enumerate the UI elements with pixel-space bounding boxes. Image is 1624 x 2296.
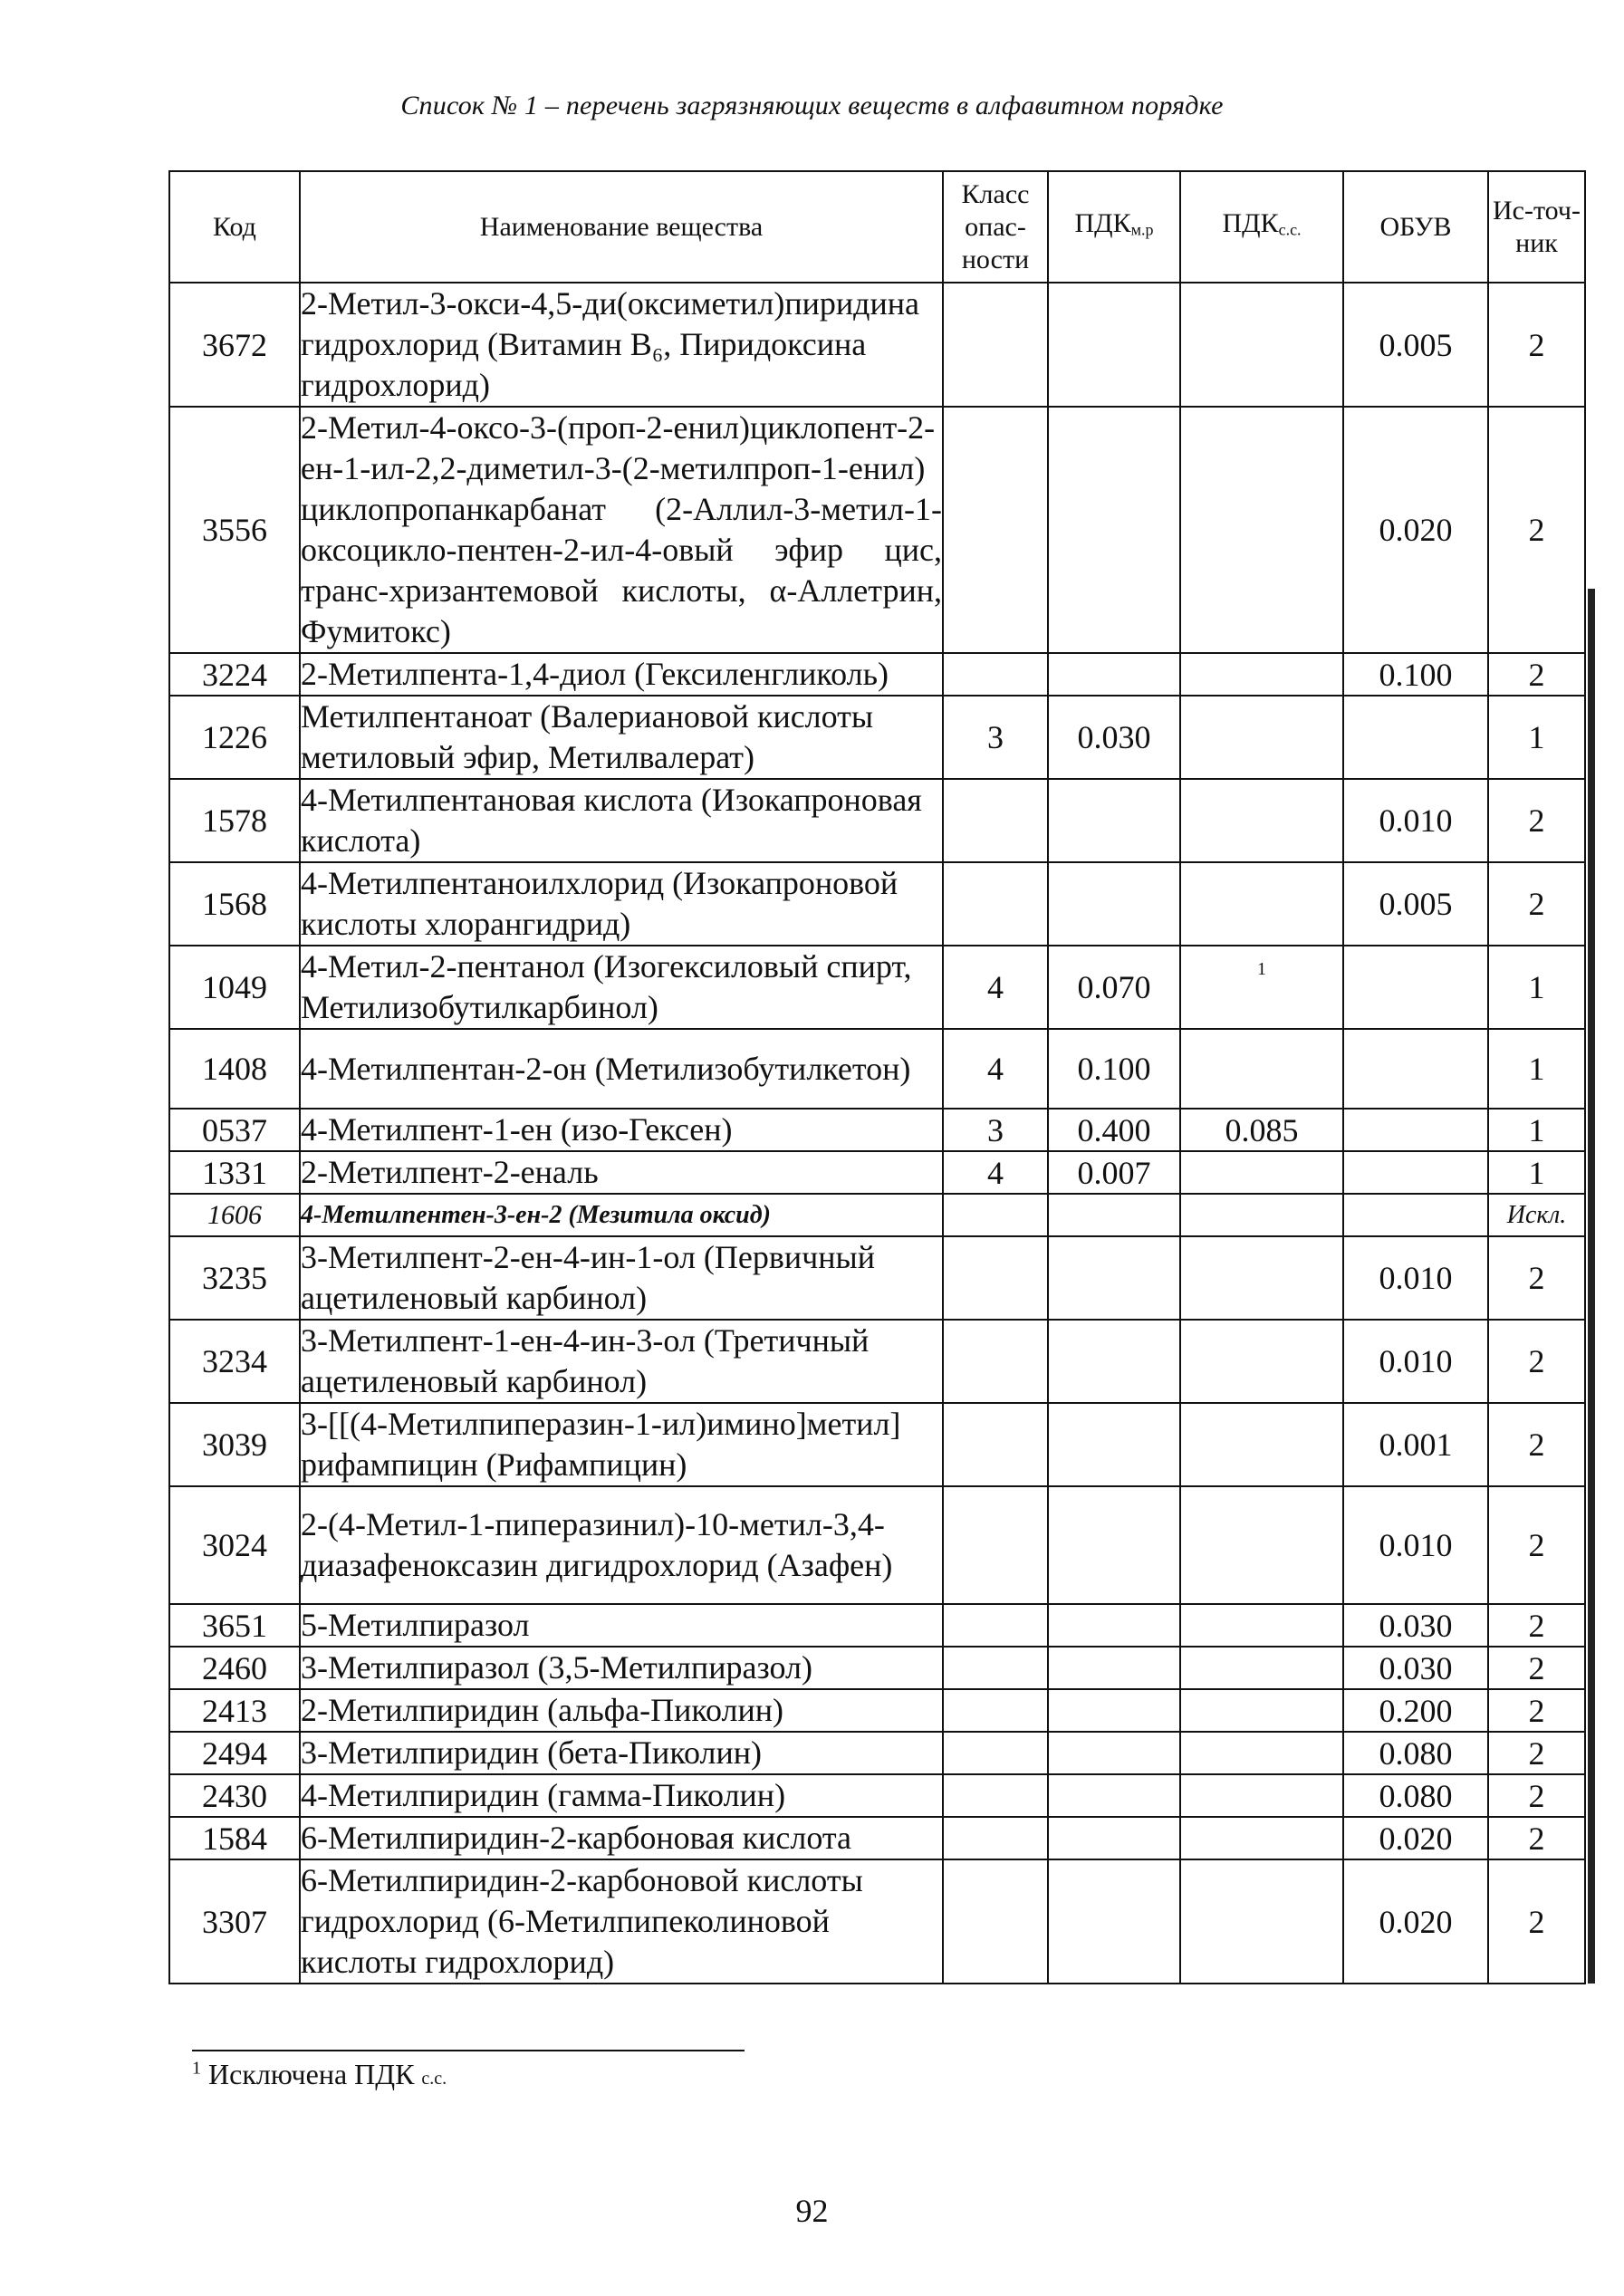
- table-row: [169, 283, 1585, 407]
- row-pdk-ss: [1180, 1151, 1343, 1194]
- row-hazard-class: [943, 1689, 1048, 1732]
- row-source: 2: [1488, 1689, 1585, 1732]
- row-pdk-mr: [1048, 862, 1180, 946]
- page-number: 92: [795, 2193, 829, 2229]
- row-code: 1584: [169, 1817, 300, 1859]
- row-obuv: 0.030: [1343, 1604, 1488, 1647]
- row-pdk-ss: [1180, 1647, 1343, 1689]
- row-source: 1: [1488, 946, 1585, 1029]
- row-obuv: [1343, 1194, 1488, 1236]
- row-source: Искл.: [1488, 1194, 1585, 1236]
- row-name: 2-Метилпент-2-еналь: [300, 1151, 943, 1194]
- row-pdk-mr: [1048, 1774, 1180, 1817]
- header-obuv: ОБУВ: [1343, 171, 1488, 283]
- row-hazard-class: [943, 1486, 1048, 1604]
- scan-edge-shadow: [1588, 589, 1595, 1984]
- row-obuv: 0.020: [1343, 1817, 1488, 1859]
- row-source: 1: [1488, 1029, 1585, 1109]
- row-obuv: 0.020: [1343, 407, 1488, 653]
- table-row: [169, 1817, 1585, 1859]
- row-hazard-class: [943, 1194, 1048, 1236]
- row-code: 1226: [169, 696, 300, 779]
- row-source: 2: [1488, 862, 1585, 946]
- row-hazard-class: [943, 1732, 1048, 1774]
- row-name: 6-Метилпиридин-2-карбоновая кислота: [300, 1817, 943, 1859]
- row-code: 0537: [169, 1109, 300, 1151]
- footnote-text: Исключена ПДК: [208, 2058, 415, 2090]
- table-header-row: [169, 171, 1585, 283]
- row-pdk-mr: [1048, 283, 1180, 407]
- row-name: 4-Метилпиридин (гамма-Пиколин): [300, 1774, 943, 1817]
- row-name: 4-Метилпент-1-ен (изо-Гексен): [300, 1109, 943, 1151]
- row-hazard-class: [943, 1236, 1048, 1320]
- row-code: 3234: [169, 1320, 300, 1403]
- row-code: 3672: [169, 283, 300, 407]
- table-row: [169, 1403, 1585, 1486]
- row-pdk-mr: 0.030: [1048, 696, 1180, 779]
- row-source: 2: [1488, 1647, 1585, 1689]
- row-obuv: 0.001: [1343, 1403, 1488, 1486]
- row-hazard-class: [943, 862, 1048, 946]
- row-pdk-mr: [1048, 1320, 1180, 1403]
- row-source: 2: [1488, 1236, 1585, 1320]
- row-pdk-mr: 0.100: [1048, 1029, 1180, 1109]
- row-obuv: [1343, 696, 1488, 779]
- row-name: 3-Метилпент-2-ен-4-ин-1-ол (Первичный ацетиленовый карбинол): [300, 1236, 943, 1320]
- row-code: 3224: [169, 653, 300, 696]
- row-name: 6-Метилпиридин-2-карбоновой кислоты гидрохлорид (6-Метилпипеколиновой кислоты гидрохлорид): [300, 1859, 943, 1984]
- row-name: Метилпентаноат (Валериановой кислоты метиловый эфир, Метилвалерат): [300, 696, 943, 779]
- row-pdk-mr: [1048, 1817, 1180, 1859]
- row-hazard-class: [943, 407, 1048, 653]
- row-pdk-ss: [1180, 1774, 1343, 1817]
- row-pdk-mr: [1048, 1732, 1180, 1774]
- row-hazard-class: [943, 1859, 1048, 1984]
- row-pdk-mr: [1048, 1486, 1180, 1604]
- row-source: 1: [1488, 1109, 1585, 1151]
- row-hazard-class: 4: [943, 1151, 1048, 1194]
- row-pdk-ss: [1180, 1403, 1343, 1486]
- row-source: 2: [1488, 1774, 1585, 1817]
- row-obuv: 0.010: [1343, 1320, 1488, 1403]
- row-name: 3-Метилпиразол (3,5-Метилпиразол): [300, 1647, 943, 1689]
- row-hazard-class: 4: [943, 1029, 1048, 1109]
- row-hazard-class: [943, 1320, 1048, 1403]
- row-obuv: [1343, 1151, 1488, 1194]
- row-name: 4-Метилпентаноилхлорид (Изокапроновой кислоты хлорангидрид): [300, 862, 943, 946]
- row-pdk-mr: [1048, 1194, 1180, 1236]
- row-source: 2: [1488, 1320, 1585, 1403]
- row-name: 2-Метил-3-окси-4,5-ди(оксиметил)пиридина гидрохлорид (Витамин B₆, Пиридоксина гидрохлорид): [300, 283, 943, 407]
- table-row: [169, 653, 1585, 696]
- row-hazard-class: 3: [943, 696, 1048, 779]
- row-code: 2430: [169, 1774, 300, 1817]
- table-row: [169, 1151, 1585, 1194]
- row-code: 3024: [169, 1486, 300, 1604]
- row-obuv: 0.080: [1343, 1774, 1488, 1817]
- row-obuv: [1343, 946, 1488, 1029]
- row-pdk-ss: [1180, 407, 1343, 653]
- row-name: 3-Метилпиридин (бета-Пиколин): [300, 1732, 943, 1774]
- header-hazard-class: Класс опас-ности: [943, 171, 1048, 283]
- table-row: [169, 1689, 1585, 1732]
- row-obuv: 0.010: [1343, 1486, 1488, 1604]
- row-pdk-ss: 0.085: [1180, 1109, 1343, 1151]
- row-pdk-ss: [1180, 779, 1343, 862]
- row-code: 1568: [169, 862, 300, 946]
- table-row: [169, 862, 1585, 946]
- row-pdk-ss: [1180, 1029, 1343, 1109]
- row-source: 2: [1488, 779, 1585, 862]
- row-obuv: 0.080: [1343, 1732, 1488, 1774]
- row-code: 1408: [169, 1029, 300, 1109]
- row-hazard-class: [943, 779, 1048, 862]
- substances-table: [168, 170, 1586, 1984]
- row-name: 4-Метилпентановая кислота (Изокапроновая кислота): [300, 779, 943, 862]
- row-pdk-mr: [1048, 1689, 1180, 1732]
- table-row: [169, 1647, 1585, 1689]
- row-pdk-mr: [1048, 1604, 1180, 1647]
- row-code: 2494: [169, 1732, 300, 1774]
- row-source: 2: [1488, 283, 1585, 407]
- row-code: 2460: [169, 1647, 300, 1689]
- row-source: 1: [1488, 696, 1585, 779]
- row-obuv: 0.100: [1343, 653, 1488, 696]
- row-obuv: 0.005: [1343, 862, 1488, 946]
- table-row: [169, 407, 1585, 653]
- row-hazard-class: [943, 1817, 1048, 1859]
- row-name: 4-Метилпентен-3-ен-2 (Мезитила оксид): [300, 1194, 943, 1236]
- row-code: 3235: [169, 1236, 300, 1320]
- row-name: 2-Метилпента-1,4-диол (Гексиленгликоль): [300, 653, 943, 696]
- row-obuv: [1343, 1029, 1488, 1109]
- footnote: [192, 2058, 447, 2091]
- row-obuv: [1343, 1109, 1488, 1151]
- row-pdk-ss: [1180, 1486, 1343, 1604]
- table-row: [169, 696, 1585, 779]
- row-pdk-ss: [1180, 1732, 1343, 1774]
- header-pdk-mr-sub: м.р: [1130, 220, 1154, 239]
- row-obuv: 0.010: [1343, 1236, 1488, 1320]
- row-source: 2: [1488, 1817, 1585, 1859]
- row-pdk-ss: [1180, 1194, 1343, 1236]
- row-hazard-class: [943, 1604, 1048, 1647]
- footnote-marker: 1: [192, 2058, 201, 2079]
- page-title: Список № 1 – перечень загрязняющих веществ в алфавитном порядке: [400, 91, 1224, 120]
- row-obuv: 0.200: [1343, 1689, 1488, 1732]
- row-code: 2413: [169, 1689, 300, 1732]
- row-pdk-ss: [1180, 862, 1343, 946]
- row-obuv: 0.010: [1343, 779, 1488, 862]
- row-pdk-ss: [1180, 1236, 1343, 1320]
- table-row: [169, 1320, 1585, 1403]
- row-name: 2-Метилпиридин (альфа-Пиколин): [300, 1689, 943, 1732]
- header-pdk-ss-sub: с.с.: [1278, 220, 1302, 239]
- table-row: [169, 1604, 1585, 1647]
- table-body: [169, 283, 1585, 1984]
- row-pdk-ss: [1180, 1604, 1343, 1647]
- row-obuv: 0.005: [1343, 283, 1488, 407]
- row-name: 3-Метилпент-1-ен-4-ин-3-ол (Третичный ацетиленовый карбинол): [300, 1320, 943, 1403]
- row-code: 3039: [169, 1403, 300, 1486]
- row-code: 1606: [169, 1194, 300, 1236]
- table-row: [169, 1732, 1585, 1774]
- row-pdk-ss: [1180, 653, 1343, 696]
- row-code: 3651: [169, 1604, 300, 1647]
- row-code: 1049: [169, 946, 300, 1029]
- row-name: 4-Метил-2-пентанол (Изогексиловый спирт, Метилизобутилкарбинол): [300, 946, 943, 1029]
- row-name: 2-Метил-4-оксо-3-(проп-2-енил)циклопент-2-ен-1-ил-2,2-диметил-3-(2-метилпроп-1-енил) циклопропанкарбанат (2-Аллил-3-метил-1-оксоцикло-пентен-2-ил-4-овый эфир цис, транс-хризантемовой кислоты, α-Аллетрин, Фумитокс): [300, 407, 943, 653]
- row-pdk-ss: [1180, 696, 1343, 779]
- row-pdk-ss: 1: [1180, 946, 1343, 1029]
- row-source: 2: [1488, 407, 1585, 653]
- row-pdk-ss: [1180, 283, 1343, 407]
- row-pdk-mr: [1048, 407, 1180, 653]
- row-hazard-class: [943, 283, 1048, 407]
- footnote-sub: с.с.: [421, 2069, 447, 2089]
- row-hazard-class: [943, 1774, 1048, 1817]
- row-hazard-class: 3: [943, 1109, 1048, 1151]
- row-source: 2: [1488, 1859, 1585, 1984]
- row-pdk-ss: [1180, 1817, 1343, 1859]
- row-obuv: 0.030: [1343, 1647, 1488, 1689]
- row-pdk-mr: [1048, 1236, 1180, 1320]
- row-source: 2: [1488, 1403, 1585, 1486]
- row-code: 3556: [169, 407, 300, 653]
- row-pdk-mr: [1048, 1859, 1180, 1984]
- row-name: 3-[[(4-Метилпиперазин-1-ил)имино]метил] рифампицин (Рифампицин): [300, 1403, 943, 1486]
- table-row: [169, 946, 1585, 1029]
- header-name: Наименование вещества: [300, 171, 943, 283]
- header-pdk-ss-main: ПДК: [1222, 208, 1279, 239]
- header-code: Код: [169, 171, 300, 283]
- table-row: [169, 1859, 1585, 1984]
- header-pdk-mr: [1048, 171, 1180, 283]
- header-pdk-mr-main: ПДК: [1074, 208, 1131, 239]
- row-obuv: 0.020: [1343, 1859, 1488, 1984]
- table-row: [169, 1486, 1585, 1604]
- row-hazard-class: [943, 1403, 1048, 1486]
- table-row: [169, 1774, 1585, 1817]
- row-pdk-mr: 0.400: [1048, 1109, 1180, 1151]
- row-source: 2: [1488, 1732, 1585, 1774]
- row-name: 2-(4-Метил-1-пиперазинил)-10-метил-3,4-диазафеноксазин дигидрохлорид (Азафен): [300, 1486, 943, 1604]
- table-row: [169, 1236, 1585, 1320]
- footnote-separator: [192, 2050, 745, 2051]
- table-row: [169, 1109, 1585, 1151]
- row-code: 3307: [169, 1859, 300, 1984]
- row-source: 2: [1488, 1604, 1585, 1647]
- row-pdk-ss: [1180, 1689, 1343, 1732]
- row-pdk-ss: [1180, 1320, 1343, 1403]
- row-pdk-mr: [1048, 1403, 1180, 1486]
- row-pdk-ss: [1180, 1859, 1343, 1984]
- row-code: 1578: [169, 779, 300, 862]
- row-pdk-mr: [1048, 779, 1180, 862]
- row-name: 4-Метилпентан-2-он (Метилизобутилкетон): [300, 1029, 943, 1109]
- row-pdk-mr: 0.070: [1048, 946, 1180, 1029]
- header-pdk-ss: [1180, 171, 1343, 283]
- row-pdk-mr: [1048, 653, 1180, 696]
- row-pdk-mr: [1048, 1647, 1180, 1689]
- row-source: 2: [1488, 653, 1585, 696]
- header-source: Ис-точ-ник: [1488, 171, 1585, 283]
- row-hazard-class: [943, 1647, 1048, 1689]
- table-row: [169, 779, 1585, 862]
- row-name: 5-Метилпиразол: [300, 1604, 943, 1647]
- row-hazard-class: 4: [943, 946, 1048, 1029]
- row-source: 2: [1488, 1486, 1585, 1604]
- row-code: 1331: [169, 1151, 300, 1194]
- table-row: [169, 1194, 1585, 1236]
- row-source: 1: [1488, 1151, 1585, 1194]
- row-pdk-mr: 0.007: [1048, 1151, 1180, 1194]
- row-hazard-class: [943, 653, 1048, 696]
- table-row: [169, 1029, 1585, 1109]
